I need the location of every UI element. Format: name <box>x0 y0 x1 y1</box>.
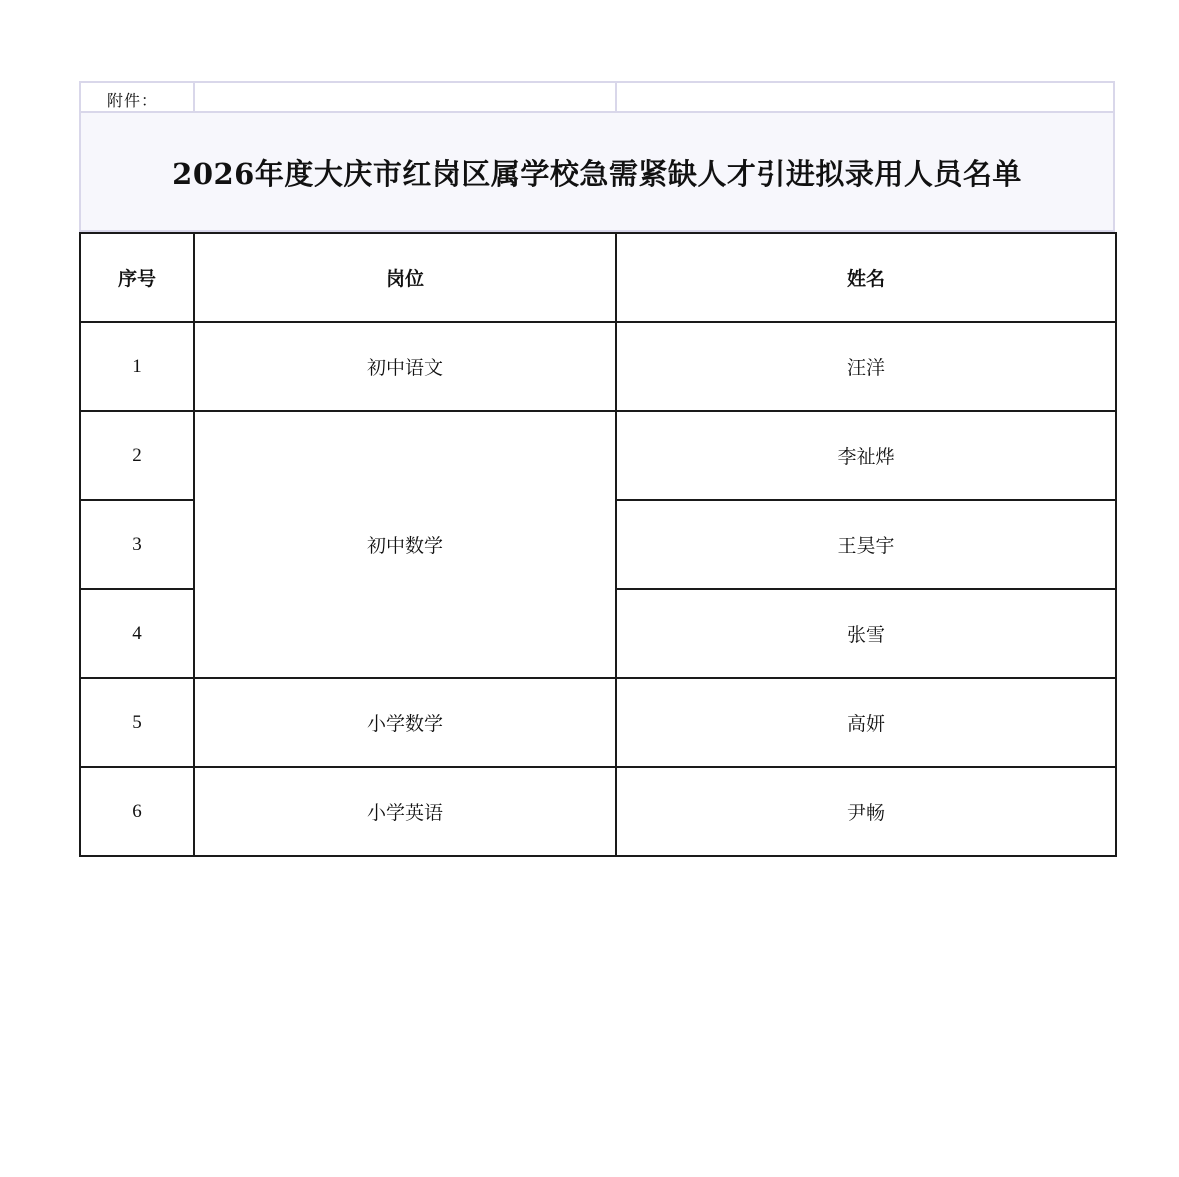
header-name: 姓名 <box>616 233 1116 322</box>
spreadsheet-document <box>79 81 1115 857</box>
serial-number-cell: 3 <box>80 500 194 589</box>
document-title: 2026年度大庆市红岗区属学校急需紧缺人才引进拟录用人员名单 <box>172 157 1022 191</box>
table-row <box>80 322 1116 411</box>
table-header-row <box>80 233 1116 322</box>
empty-cell[interactable] <box>617 83 1115 111</box>
header-serial-number: 序号 <box>80 233 194 322</box>
serial-number-cell: 4 <box>80 589 194 678</box>
title-row <box>79 111 1115 232</box>
position-cell: 小学英语 <box>194 767 616 856</box>
position-cell: 小学数学 <box>194 678 616 767</box>
name-cell: 张雪 <box>616 589 1116 678</box>
position-cell-merged: 初中数学 <box>194 411 616 678</box>
attachment-label: 附件： <box>107 91 159 110</box>
position-cell: 初中语文 <box>194 322 616 411</box>
name-cell: 王昊宇 <box>616 500 1116 589</box>
serial-number-cell: 1 <box>80 322 194 411</box>
name-cell: 高妍 <box>616 678 1116 767</box>
header-position: 岗位 <box>194 233 616 322</box>
serial-number-cell: 2 <box>80 411 194 500</box>
roster-table <box>79 232 1117 857</box>
table-row <box>80 411 1116 500</box>
attachment-label-cell[interactable] <box>81 83 195 111</box>
name-cell: 李祉烨 <box>616 411 1116 500</box>
table-row <box>80 767 1116 856</box>
serial-number-cell: 5 <box>80 678 194 767</box>
empty-cell[interactable] <box>195 83 617 111</box>
serial-number-cell: 6 <box>80 767 194 856</box>
table-row <box>80 678 1116 767</box>
attachment-row <box>79 81 1115 111</box>
name-cell: 汪洋 <box>616 322 1116 411</box>
name-cell: 尹畅 <box>616 767 1116 856</box>
